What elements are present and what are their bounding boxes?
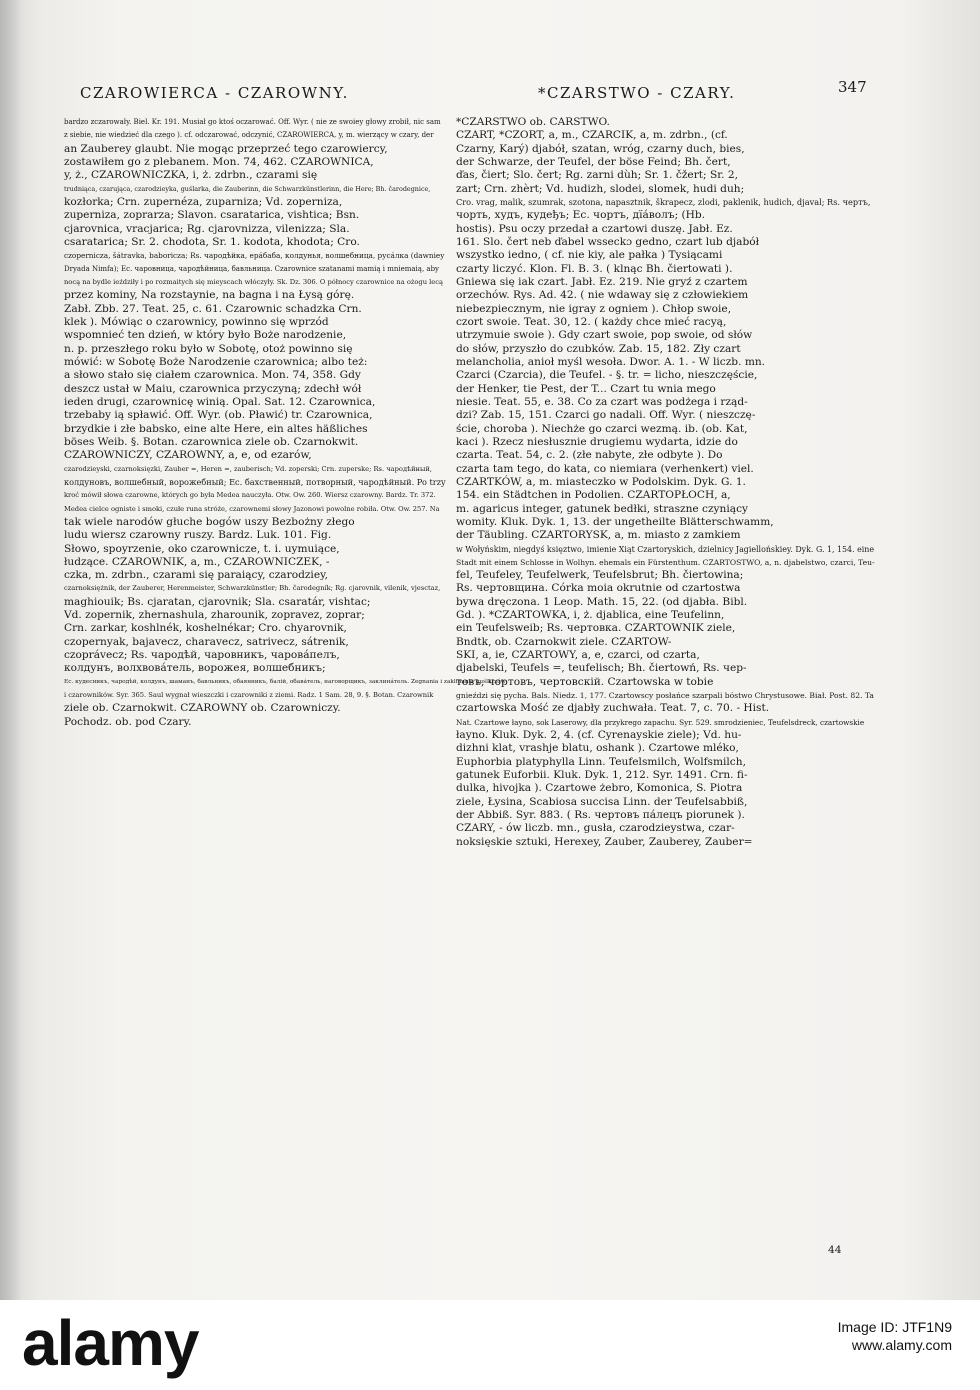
text-line: чорть, худъ, кудеђъ; Ec. чортъ, дїáволъ; (Hb. [456, 209, 706, 222]
text-line: i czarowników. Syr. 365. Saul wygnał wieszczki i czarowniki z ziemi. Radz. 1 Sam. 28, 9. §. Botan. Czarownik [64, 691, 434, 700]
text-line: zostawiłem go z plebanem. Mon. 74, 462. CZAROWNICA, [64, 155, 374, 168]
text-line: trudniąca, czarująca, czarodzieyka, guślarka, die Zauberinn, die Schwarzkünstlerinn, die Here; Bh. čarodegnice, [64, 184, 431, 193]
text-line: Crn. zarkar, koshlnék, koshelnékar; Cro. chyarovnik, [64, 622, 347, 635]
text-line: SKI, a, ie, CZARTOWY, a, e, czarci, od czarta, [456, 649, 700, 662]
text-line: ďas, čiert; Slo. čert; Rg. zarni dùh; Sr. 1. čžert; Sr. 2, [456, 169, 738, 182]
text-line: noksięskie sztuki, Herexey, Zauber, Zauberey, Zauber= [456, 835, 753, 848]
text-line: *CZARSTWO ob. CARSTWO. [456, 116, 610, 128]
text-line: kozłorka; Crn. zupernéza, zuparniza; Vd. zoperniza, [64, 195, 343, 208]
text-line: brzydkie i złe babsko, eine alte Here, ein altes häßliches [64, 422, 368, 435]
text-line: Medea cielce ogniste i smoki, czułe runa stróże, czarownemi słowy Jazonowi powolne robiła. Otw. Ow. 257. Na [64, 504, 440, 513]
text-line: do słów, przyszło do czubków. Zab. 15, 182. Zły czart [456, 342, 741, 355]
text-line: Gd. ). *CZARTOWKA, i, ż. djablica, eine Teufelinn, [456, 609, 725, 622]
text-line: maghiouik; Bs. cjaratan, cjarovnik; Sla. csaratár, vishtac; [64, 595, 371, 608]
text-line: Bndtk, ob. Czarnokwit ziele. CZARTOW- [456, 635, 672, 648]
text-line: Zabł. Zbb. 27. Teat. 25, c. 61. Czarownic schadzka Crn. [64, 302, 362, 315]
text-line: ludu wiersz czarowny ruszy. Bardz. Luk. 101. Fig. [64, 529, 332, 542]
site-url: www.alamy.com [851, 1337, 952, 1353]
text-line: an Zauberey glaubt. Nie mogąc przeprzeć tego czarowiercy, [64, 142, 388, 155]
text-line: mówić: w Sobotę Boże Narodzenie czarownica; albo też: [64, 355, 368, 368]
text-line: CZARTKÓW, a, m. miasteczko w Podolskim. Dyk. G. 1. [456, 475, 746, 488]
text-line: łudzące. CZAROWNIK, a, m., CZAROWNICZEK, - [64, 555, 330, 568]
watermark-info [838, 1318, 952, 1354]
text-line: djabelski, Teufels =, teufelisch; Bh. čiertowń, Rs. чер- [456, 662, 747, 675]
text-line: czarnoksiężnik, der Zauberer, Herenmeister, Schwarzkünstler; Bh. čarodegník; Rg. cjarovnik, vilenik, vjesctaz, [64, 584, 441, 593]
text-line: dzi? Zab. 15, 151. Czarci go nadali. Off. Wyr. ( nieszczę- [456, 409, 756, 422]
text-line: ziele ob. Czarnokwit. CZAROWNY ob. Czarowniczy. [64, 702, 341, 715]
text-line: nocą na bydle ieździły i po rozmaitych się mieyscach włóczyły. Sk. Dz. 306. O północy czarownice na ożogu lecą [64, 277, 443, 286]
text-line: orzechów. Rys. Ad. 42. ( nie wdaway się z człowiekiem [456, 289, 749, 302]
text-line: товъ, чортовъ, чертовскій. Czartowska w tobie [456, 675, 714, 688]
text-line: czarodzieyski, czarnoksięzki, Zauber =, Heren =, zauberisch; Vd. zoperski; Crn. zuperske; Rs. чародѣйный, [64, 464, 432, 473]
catchword: 44 [828, 1244, 842, 1256]
text-line: z siebie, nie wiedzieć dla czego ). cf. odczarować, odczynić, CZAROWIERCA, y, m. wierzący w czary, der [64, 131, 434, 140]
text-line: ście, choroba ). Niechże go czarci wezmą. ib. (ob. Kat, [456, 422, 748, 435]
text-line: der Täubling. CZARTORYSK, a, m. miasto z zamkiem [456, 529, 741, 542]
text-line: niebezpiecznym, nie igray z ogniem ). Chłop swoie, [456, 302, 732, 315]
text-line: bardzo zczarowały. Biel. Kr. 191. Musiał go ktoś oczarować. Off. Wyr. ( nie ze swoiey głowy zrobił, nic sam [64, 118, 441, 126]
text-line: czopernicza, šátravka, baboricza; Rs. чародѣйка, ерáбаба, колдунья, волшебница, русáлка (dawniey [64, 251, 445, 261]
text-line: Rs. чертовщина. Córka moia okrutnie od czartostwa [456, 582, 741, 595]
text-line: Gniewa się iak czart. Jabł. Ez. 219. Nie gryź z czartem [456, 275, 748, 288]
text-line: czartowska Mość ze djabły zuchwała. Teat. 7, c. 70. - Hist. [456, 702, 770, 715]
text-line: niesie. Teat. 55, e. 38. Co za czart was podżega i rząd- [456, 395, 748, 408]
text-line: czort swoie. Teat. 30, 12. ( każdy chce mieć racyą, [456, 315, 727, 328]
text-line: gnieździ się pycha. Bals. Niedz. 1, 177. Czartowscy posłańce szarpali bóstwo Chrystusowe. Biał. Post. 82. Ta [456, 691, 874, 701]
text-line: zuperniza, zoprarza; Slavon. csaratarica, vishtica; Bsn. [64, 209, 360, 222]
text-line: ieden drugi, czarownicę winią. Opal. Sat. 12. Czarownica, [64, 395, 376, 408]
text-line: Czarci (Czarcia), die Teufel. - §. tr. = licho, nieszczęście, [456, 369, 758, 382]
text-line: Ec. кудесникъ, чародѣй, колдунъ, шаманъ, бавльникъ, обаянникъ, балій, обавáтель, наговорщикъ, заклинáтель. Zegnania i zaklinania guślarzów [64, 678, 506, 685]
text-line: czoprávecz; Rs. чародѣй, чаровникъ, чаровáпелъ, [64, 649, 340, 662]
text-line: melancholia, anioł myśl wesoła. Dwor. A. 1. - W liczb. mn. [456, 355, 766, 368]
text-line: w Wołyńskim, niegdyś księztwo, imienie Xiąt Czartoryskich, dzielnicy Jagiellońskiey. Dyk. G. 1, 154. eine [456, 544, 875, 554]
text-line: tak wiele narodów głuche bogów uszy Bezbożny złego [64, 515, 355, 528]
text-line: bywa dręczona. 1 Leop. Math. 15, 22. (od djabła. Bibl. [456, 595, 748, 608]
text-line: a słowo stało się ciałem czarownica. Mon. 74, 358. Gdy [64, 369, 361, 382]
text-line: ziele, Łysina, Scabiosa succisa Linn. der Teufelsabbiß, [456, 795, 748, 808]
text-line: Cro. vrag, malik, szumrak, szotona, napasztnik, škrapecz, zlodi, paklenik, hudich, djaval; Rs. чертъ, [456, 196, 871, 207]
text-line: y, ż., CZAROWNICZKA, i, ż. zdrbn., czarami się [64, 169, 318, 182]
text-line: wspomnieć ten dzień, w który było Boże narodzenie, [64, 329, 347, 342]
text-line: czarta tam tego, do kata, co niemiara (verhenkert) viel. [456, 462, 754, 475]
text-line: 161. Slo. čert neb ďabel wsseckɔ gedno, czart lub djabół [456, 235, 760, 248]
text-line: 154. ein Städtchen in Podolien. CZARTOPŁOCH, a, [456, 489, 731, 502]
text-line: Nat. Czartowe łayno, sok Laserowy, dla przykrego zapachu. Syr. 529. smrodzieniec, Teufelsdreck, czartowskie [456, 717, 865, 727]
image-id: Image ID: JTF1N9 [837, 1319, 952, 1335]
text-line: CZAROWNICZY, CZAROWNY, a, e, od ezarów, [64, 449, 312, 462]
text-line: fel, Teufeley, Teufelwerk, Teufelsbrut; Bh. čiertowina; [456, 569, 744, 582]
text-line: czopernyak, bajavecz, charavecz, satrivecz, sátrenik, [64, 635, 349, 648]
text-line: wszystko iedno, ( cf. nie kiy, ale pałka ) Tysiącami [456, 249, 723, 262]
text-line: utrzymuie swoie ). Gdy czart swoie, pop swoie, od słów [456, 329, 753, 342]
text-line: колдуновъ, волшебный, ворожебный; Ec. бахственный, потворный, чародѣйный. Po trzy [64, 476, 446, 487]
text-line: csaratarica; Sr. 2. chodota, Sr. 1. kodota, khodota; Cro. [64, 235, 360, 248]
text-line: der Abbiß. Syr. 883. ( Rs. чертовъ пáлецъ piorunek ). [456, 809, 745, 822]
text-line: m. agaricus integer, gatunek bedłki, straszne czyniący [456, 502, 748, 515]
text-line: kroć mówił słowa czarowne, których go była Medea nauczyła. Otw. Ow. 260. Wiersz czarowny. Bardz. Tr. 372. [64, 491, 436, 500]
text-line: Euphorbia platyphylla Linn. Teufelsmilch, Wolfsmilch, [456, 755, 746, 768]
text-line: Vd. zopernik, zhernashula, zharounik, zopravez, zoprar; [64, 609, 365, 622]
running-header-right: *CZARSTWO - CZARY. [538, 84, 736, 102]
text-line: zart; Crn. zhèrt; Vd. hudizh, slodei, slomek, hudi duh; [456, 182, 745, 195]
text-line: czarty liczyć. Klon. Fl. B. 3. ( klnąc Bh. čiertowati ). [456, 262, 733, 275]
text-line: Słowo, spoyrzenie, oko czarownicze, t. i. uymuiące, [64, 542, 340, 555]
text-line: czka, m. zdrbn., czarami się paraiący, czarodziey, [64, 569, 329, 582]
running-header-left: CZAROWIERCA - CZAROWNY. [80, 84, 349, 102]
text-line: czarta. Teat. 54, c. 2. (złe nabyte, złe odbyte ). Do [456, 449, 723, 462]
text-line: przez kominy, Na rozstaynie, na bagna i na Łysą górę. [64, 289, 355, 302]
text-line: łayno. Kluk. Dyk. 2, 4. (cf. Cyrenayskie ziele); Vd. hu- [456, 729, 742, 742]
text-line: ein Teufelsweib; Rs. чертовка. CZARTOWNIK ziele, [456, 622, 736, 635]
right-column [456, 116, 876, 849]
text-line: kaci ). Rzecz niesłusznie drugiemu wydarta, idzie do [456, 435, 738, 448]
text-line: hostis). Psu oczy przedał a czartowi duszę. Jabł. Ez. [456, 222, 733, 235]
text-line: der Henker, tie Pest, der T... Czart tu wnia mego [456, 382, 716, 395]
text-line: klek ). Mówiąc o czarownicy, powinno się wprzód [64, 315, 329, 328]
text-line: der Schwarze, der Teufel, der böse Feind; Bh. čert, [456, 155, 731, 168]
page-number: 347 [838, 78, 867, 96]
text-line: deszcz ustał w Maiu, czarownica przyczyną; zdechł wół [64, 382, 362, 395]
text-line: CZART, *CZORT, a, m., CZARCIK, a, m. zdrbn., (cf. [456, 129, 728, 142]
alamy-logo: alamy [22, 1307, 199, 1379]
text-line: womity. Kluk. Dyk. 1, 13. der ungetheilte Blätterschwamm, [456, 515, 774, 528]
text-line: dizhni klat, vrashje blatu, oshank ). Czartowe mléko, [456, 742, 739, 755]
text-line: Stadt mit einem Schlosse in Wolhyn. ehemals ein Fürstenthum. CZARTOSTWO, a, n. djabelstwo, czarci, Teu- [456, 557, 875, 567]
text-line: колдунъ, волхвовáтель, ворожея, волшебникъ; [64, 662, 326, 675]
text-line: gatunek Euforbii. Kluk. Dyk. 1, 212. Syr. 1491. Crn. fi- [456, 769, 748, 782]
text-line: Czarny, Karý) djabół, szatan, wróg, czarny duch, bies, [456, 142, 745, 155]
text-line: trzebaby ią spławić. Off. Wyr. (ob. Pławić) tr. Czarownica, [64, 409, 373, 422]
text-line: CZARY, - ów liczb. mn., gusła, czarodzieystwa, czar- [456, 822, 735, 835]
text-line: dulka, hivojka ). Czartowe żebro, Komonica, S. Piotra [456, 782, 743, 795]
text-line: böses Weib. §. Botan. czarownica ziele ob. Czarnokwit. [64, 435, 359, 448]
text-line: Pochodz. ob. pod Czary. [64, 715, 192, 728]
text-line: cjarovnica, vracjarica; Rg. cjarovnizza, vilenizza; Sla. [64, 222, 350, 235]
text-line: n. p. przeszłego roku było w Sobotę, otoż powinno się [64, 342, 353, 355]
left-column [64, 116, 506, 729]
text-line: Dryada Nimfa); Ec. чаровница, чародѣйница, бавльница. Czarownice szatanami mamią i mniemaią, aby [64, 264, 439, 273]
